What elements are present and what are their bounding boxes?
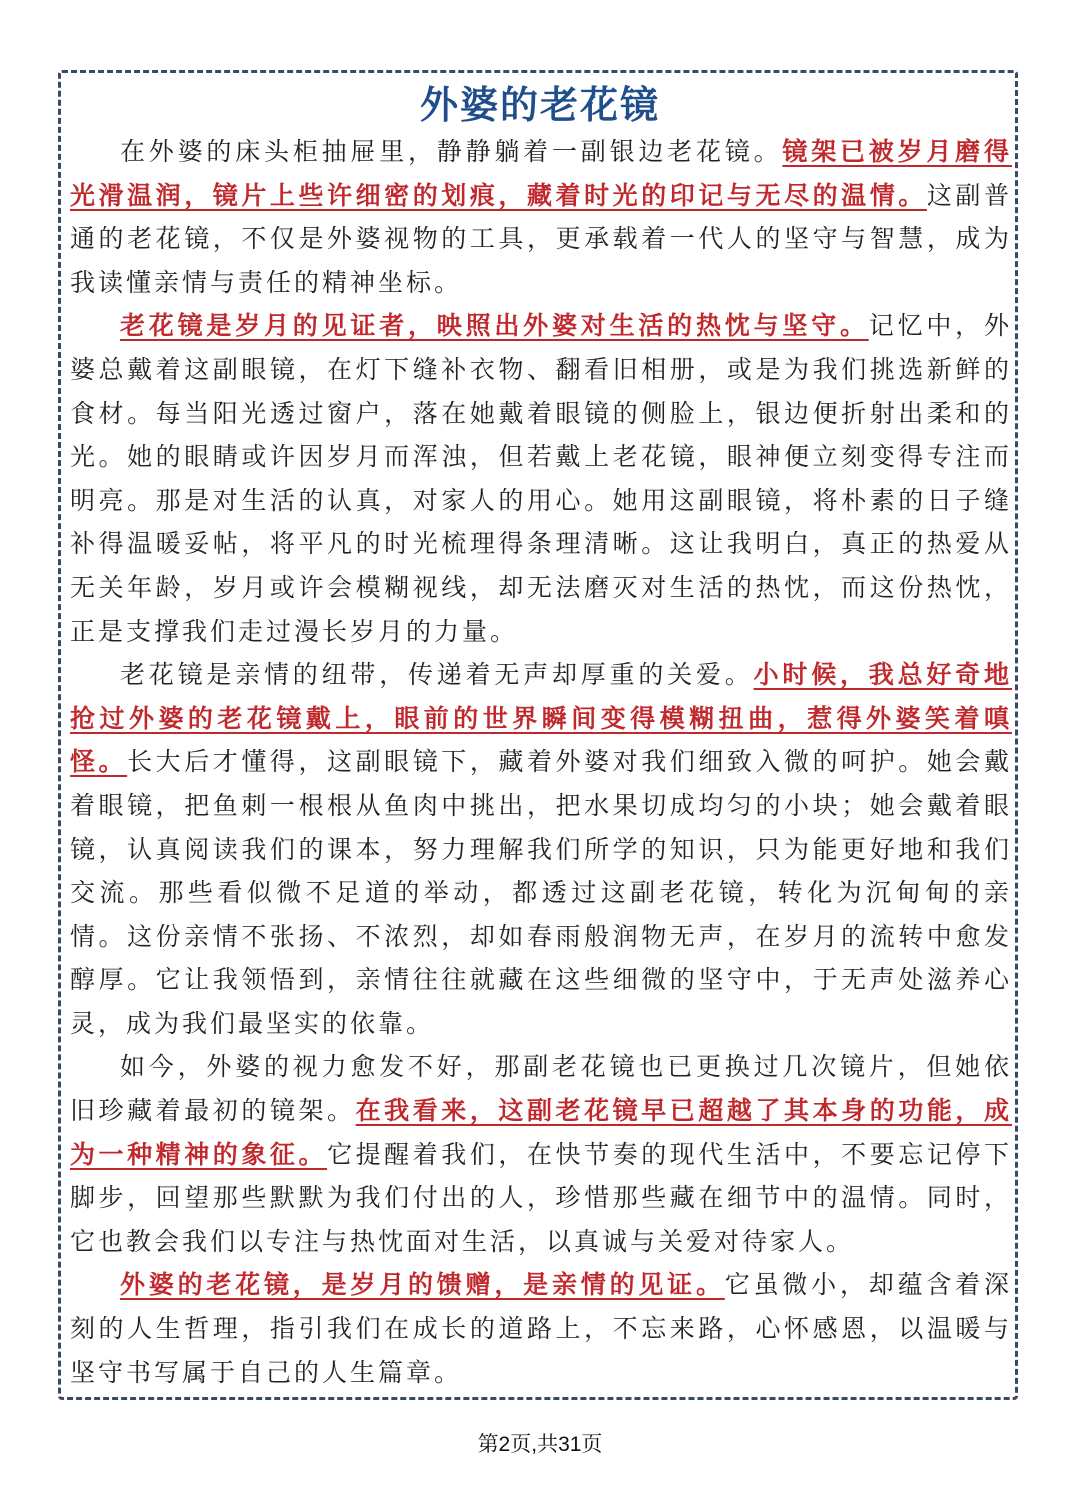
article-body: [70, 130, 1012, 1394]
paragraph-2-text: 记忆中，外婆总戴着这副眼镜，在灯下缝补衣物、翻看旧相册，或是为我们挑选新鲜的食材。每当阳光透过窗户，落在她戴着眼镜的侧脸上，银边便折射出柔和的光。她的眼睛或许因岁月而浑浊，但若戴上老花镜，眼神便立刻变得专注而明亮。那是对生活的认真，对家人的用心。她用这副眼镜，将朴素的日子缝补得温暖妥帖，将平凡的时光梳理得条理清晰。这让我明白，真正的热爱从无关年龄，岁月或许会模糊视线，却无法磨灭对生活的热忱，而这份热忱，正是支撑我们走过漫长岁月的力量。: [70, 311, 1012, 646]
paragraph-4-text-2: 它提醒着我们，在快节奏的现代生活中，不要忘记停下脚步，回望那些默默为我们付出的人，珍惜那些藏在细节中的温情。同时，它也教会我们以专注与热忱面对生活，以真诚与关爱对待家人。: [70, 1139, 1012, 1256]
paragraph-1-highlight: 镜架已被岁月磨得光滑温润，镜片上些许细密的划痕，藏着时光的印记与无尽的温情。: [70, 137, 1012, 210]
paragraph-4-text-1: 如今，外婆的视力愈发不好，那副老花镜也已更换过几次镜片，但她依旧珍藏着最初的镜架。: [70, 1052, 1012, 1126]
paragraph-1-text-2: 这副普通的老花镜，不仅是外婆视物的工具，更承载着一代人的坚守与智慧，成为我读懂亲情与责任的精神坐标。: [70, 180, 1012, 297]
paragraph-3-text-2: 长大后才懂得，这副眼镜下，藏着外婆对我们细致入微的呵护。她会戴着眼镜，把鱼刺一根根从鱼肉中挑出，把水果切成均匀的小块；她会戴着眼镜，认真阅读我们的课本，努力理解我们所学的知识，只为能更好地和我们交流。那些看似微不足道的举动，都透过这副老花镜，转化为沉甸甸的亲情。这份亲情不张扬、不浓烈，却如春雨般润物无声，在岁月的流转中愈发醇厚。它让我领悟到，亲情往往就藏在这些细微的坚守中，于无声处滋养心灵，成为我们最坚实的依靠。: [70, 747, 1012, 1038]
paragraph-3-highlight: 小时候，我总好奇地抢过外婆的老花镜戴上，眼前的世界瞬间变得模糊扭曲，惹得外婆笑着嗔怪。: [70, 660, 1012, 777]
paragraph-5: [70, 1263, 1012, 1394]
paragraph-2-highlight: 老花镜是岁月的见证者，映照出外婆对生活的热忱与坚守。: [120, 311, 869, 341]
paragraph-3: [70, 653, 1012, 1045]
paragraph-3-text-1: 老花镜是亲情的纽带，传递着无声却厚重的关爱。: [120, 660, 754, 690]
page-number: 第2页,共31页: [477, 1433, 603, 1456]
paragraph-1: [70, 130, 1012, 304]
paragraph-4: [70, 1045, 1012, 1263]
paragraph-5-text: 它虽微小，却蕴含着深刻的人生哲理，指引我们在成长的道路上，不忘来路，心怀感恩，以温暖与坚守书写属于自己的人生篇章。: [70, 1270, 1012, 1387]
paragraph-1-text-1: 在外婆的床头柜抽屉里，静静躺着一副银边老花镜。: [120, 137, 783, 166]
article-title: 外婆的老花镜: [419, 83, 660, 127]
paragraph-2: [70, 304, 1012, 653]
paragraph-5-highlight: 外婆的老花镜，是岁月的馈赠，是亲情的见证。: [120, 1270, 725, 1300]
paragraph-4-highlight: 在我看来，这副老花镜早已超越了其本身的功能，成为一种精神的象征。: [70, 1096, 1012, 1169]
